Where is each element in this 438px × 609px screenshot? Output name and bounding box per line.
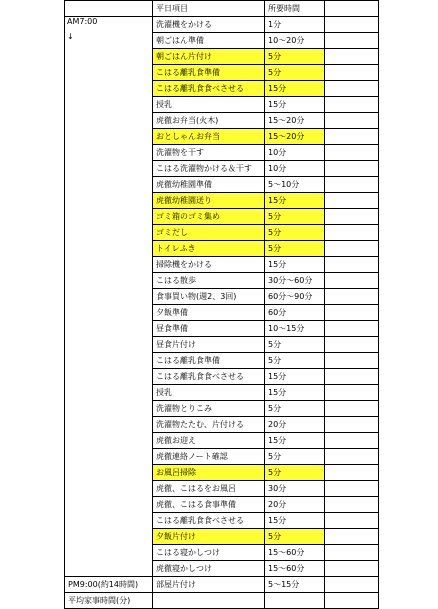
schedule-table <box>64 0 379 609</box>
table-row <box>65 289 379 305</box>
side-cell <box>65 209 153 225</box>
header-row <box>65 1 379 17</box>
table-row <box>65 513 379 529</box>
extra-cell <box>325 129 379 145</box>
task-duration: 15分 <box>265 369 325 385</box>
side-cell <box>65 97 153 113</box>
task-duration: 20分 <box>265 497 325 513</box>
extra-cell <box>325 513 379 529</box>
task-item: ゴミだし <box>153 225 265 241</box>
task-duration: 15分 <box>265 81 325 97</box>
extra-cell <box>325 81 379 97</box>
task-duration: 5分 <box>265 65 325 81</box>
extra-cell <box>325 49 379 65</box>
task-item: 朝ごはん準備 <box>153 33 265 49</box>
table-row <box>65 113 379 129</box>
task-duration: 10～15分 <box>265 321 325 337</box>
table-row <box>65 561 379 577</box>
end-time-cell: PM9:00(約14時間) <box>65 577 153 593</box>
table-row <box>65 65 379 81</box>
task-duration: 15分 <box>265 433 325 449</box>
extra-cell <box>325 273 379 289</box>
extra-cell <box>325 337 379 353</box>
extra-cell <box>325 305 379 321</box>
task-item: 虎徹寝かしつけ <box>153 561 265 577</box>
extra-cell <box>325 65 379 81</box>
task-duration: 15～20分 <box>265 129 325 145</box>
side-cell <box>65 369 153 385</box>
side-cell <box>65 257 153 273</box>
task-duration: 10分 <box>265 161 325 177</box>
task-item: 掃除機をかける <box>153 257 265 273</box>
task-item: こはる離乳食食べさせる <box>153 81 265 97</box>
side-cell <box>65 161 153 177</box>
task-duration: 5分 <box>265 225 325 241</box>
task-duration: 10～20分 <box>265 33 325 49</box>
task-item: 虎徹お迎え <box>153 433 265 449</box>
side-cell <box>65 337 153 353</box>
extra-cell <box>325 17 379 33</box>
extra-cell <box>325 481 379 497</box>
task-duration: 20分 <box>265 417 325 433</box>
side-cell <box>65 401 153 417</box>
side-cell <box>65 273 153 289</box>
task-duration: 15～60分 <box>265 545 325 561</box>
task-duration: 5分 <box>265 529 325 545</box>
task-item: お風呂掃除 <box>153 465 265 481</box>
average-value-cell <box>265 593 325 609</box>
table-row <box>65 417 379 433</box>
table-row <box>65 257 379 273</box>
side-cell <box>65 49 153 65</box>
task-item: こはる離乳食食べさせる <box>153 369 265 385</box>
task-item: 虎徹、こはる食事準備 <box>153 497 265 513</box>
table-row <box>65 401 379 417</box>
extra-cell <box>325 257 379 273</box>
extra-cell <box>325 401 379 417</box>
task-item: 虎徹連絡ノート確認 <box>153 449 265 465</box>
extra-cell <box>325 177 379 193</box>
side-cell <box>65 289 153 305</box>
task-duration: 30分 <box>265 481 325 497</box>
footer-row <box>65 593 379 609</box>
task-duration: 5分 <box>265 449 325 465</box>
table-row <box>65 17 379 33</box>
table-row <box>65 129 379 145</box>
table-row <box>65 49 379 65</box>
extra-cell <box>325 369 379 385</box>
task-item: 夕飯準備 <box>153 305 265 321</box>
extra-cell <box>325 545 379 561</box>
task-item: こはる離乳食準備 <box>153 353 265 369</box>
task-duration: 15～20分 <box>265 113 325 129</box>
task-duration: 15分 <box>265 97 325 113</box>
table-row <box>65 497 379 513</box>
extra-cell <box>325 465 379 481</box>
extra-cell <box>325 497 379 513</box>
side-cell <box>65 417 153 433</box>
table-row <box>65 241 379 257</box>
header-duration: 所要時間 <box>265 1 325 17</box>
task-item: 虎徹お弁当(火木) <box>153 113 265 129</box>
side-cell <box>65 545 153 561</box>
task-duration: 5分 <box>265 49 325 65</box>
side-cell <box>65 529 153 545</box>
extra-cell <box>325 33 379 49</box>
task-duration: 5分 <box>265 465 325 481</box>
task-item: 洗濯物とりこみ <box>153 401 265 417</box>
table-row <box>65 193 379 209</box>
task-item: 洗濯物たたむ、片付ける <box>153 417 265 433</box>
side-cell <box>65 65 153 81</box>
extra-cell <box>325 561 379 577</box>
task-duration: 15分 <box>265 513 325 529</box>
schedule-body <box>65 1 379 609</box>
table-row <box>65 33 379 49</box>
extra-cell <box>325 113 379 129</box>
task-item: こはる散歩 <box>153 273 265 289</box>
task-duration: 60分～90分 <box>265 289 325 305</box>
extra-cell <box>325 353 379 369</box>
table-row <box>65 385 379 401</box>
extra-cell <box>325 529 379 545</box>
task-item: 朝ごはん片付け <box>153 49 265 65</box>
task-item: こはる離乳食食べさせる <box>153 513 265 529</box>
task-duration: 5分 <box>265 241 325 257</box>
side-cell <box>65 241 153 257</box>
header-extra-cell <box>325 1 379 17</box>
table-row <box>65 161 379 177</box>
side-cell <box>65 113 153 129</box>
side-cell <box>65 497 153 513</box>
extra-cell <box>325 593 379 609</box>
table-row <box>65 273 379 289</box>
side-cell <box>65 561 153 577</box>
extra-cell <box>325 417 379 433</box>
table-row <box>65 97 379 113</box>
side-cell <box>65 513 153 529</box>
task-item: こはる寝かしつけ <box>153 545 265 561</box>
table-row <box>65 177 379 193</box>
table-row <box>65 353 379 369</box>
task-item: ゴミ箱のゴミ集め <box>153 209 265 225</box>
side-cell <box>65 305 153 321</box>
table-row <box>65 209 379 225</box>
task-item: 洗濯物を干す <box>153 145 265 161</box>
task-item: 虎徹幼稚園準備 <box>153 177 265 193</box>
table-row <box>65 321 379 337</box>
table-row <box>65 545 379 561</box>
side-cell <box>65 225 153 241</box>
task-duration: 1分 <box>265 17 325 33</box>
task-item: 虎徹、こはるをお風呂 <box>153 481 265 497</box>
side-cell <box>65 321 153 337</box>
table-row <box>65 465 379 481</box>
task-duration: 5分 <box>265 337 325 353</box>
task-item: 昼食準備 <box>153 321 265 337</box>
extra-cell <box>325 145 379 161</box>
task-item: 夕飯片付け <box>153 529 265 545</box>
average-item-cell <box>153 593 265 609</box>
task-item: 虎徹幼稚園送り <box>153 193 265 209</box>
side-cell <box>65 353 153 369</box>
side-cell <box>65 481 153 497</box>
extra-cell <box>325 321 379 337</box>
table-row <box>65 481 379 497</box>
side-cell <box>65 129 153 145</box>
table-row <box>65 577 379 593</box>
extra-cell <box>325 161 379 177</box>
table-row <box>65 305 379 321</box>
side-cell <box>65 385 153 401</box>
task-duration: 15分 <box>265 193 325 209</box>
task-duration: 5～15分 <box>265 577 325 593</box>
extra-cell <box>325 241 379 257</box>
task-item: 洗濯機をかける <box>153 17 265 33</box>
table-row <box>65 225 379 241</box>
task-duration: 30分～60分 <box>265 273 325 289</box>
extra-cell <box>325 449 379 465</box>
side-cell <box>65 465 153 481</box>
task-duration: 5分 <box>265 401 325 417</box>
task-item: 授乳 <box>153 97 265 113</box>
side-cell <box>65 33 153 49</box>
side-cell <box>65 177 153 193</box>
side-cell <box>65 81 153 97</box>
table-row <box>65 369 379 385</box>
task-duration: 15分 <box>265 257 325 273</box>
table-row <box>65 449 379 465</box>
table-row <box>65 529 379 545</box>
extra-cell <box>325 225 379 241</box>
task-item: トイレふき <box>153 241 265 257</box>
task-item: 授乳 <box>153 385 265 401</box>
task-duration: 60分 <box>265 305 325 321</box>
side-cell <box>65 433 153 449</box>
task-item: こはる離乳食準備 <box>153 65 265 81</box>
task-duration: 15分 <box>265 385 325 401</box>
extra-cell <box>325 193 379 209</box>
average-label-cell: 平均家事時間(分) <box>65 593 153 609</box>
task-item: こはる洗濯物かける＆干す <box>153 161 265 177</box>
side-cell <box>65 449 153 465</box>
extra-cell <box>325 385 379 401</box>
task-item: 食事買い物(週2、3回) <box>153 289 265 305</box>
side-cell <box>65 145 153 161</box>
task-duration: 5～10分 <box>265 177 325 193</box>
task-item: おとしゃんお弁当 <box>153 129 265 145</box>
task-duration: 5分 <box>265 353 325 369</box>
start-time-label: AM7:00 <box>67 17 98 26</box>
down-arrow-icon: ↓ <box>67 32 74 41</box>
task-item: 部屋片付け <box>153 577 265 593</box>
task-duration: 15～60分 <box>265 561 325 577</box>
extra-cell <box>325 577 379 593</box>
table-row <box>65 145 379 161</box>
extra-cell <box>325 97 379 113</box>
extra-cell <box>325 209 379 225</box>
table-row <box>65 433 379 449</box>
table-row <box>65 337 379 353</box>
task-item: 昼食片付け <box>153 337 265 353</box>
extra-cell <box>325 433 379 449</box>
header-item: 平日項目 <box>153 1 265 17</box>
task-duration: 5分 <box>265 209 325 225</box>
task-duration: 10分 <box>265 145 325 161</box>
side-cell <box>65 193 153 209</box>
extra-cell <box>325 289 379 305</box>
table-row <box>65 81 379 97</box>
side-header-cell <box>65 1 153 17</box>
